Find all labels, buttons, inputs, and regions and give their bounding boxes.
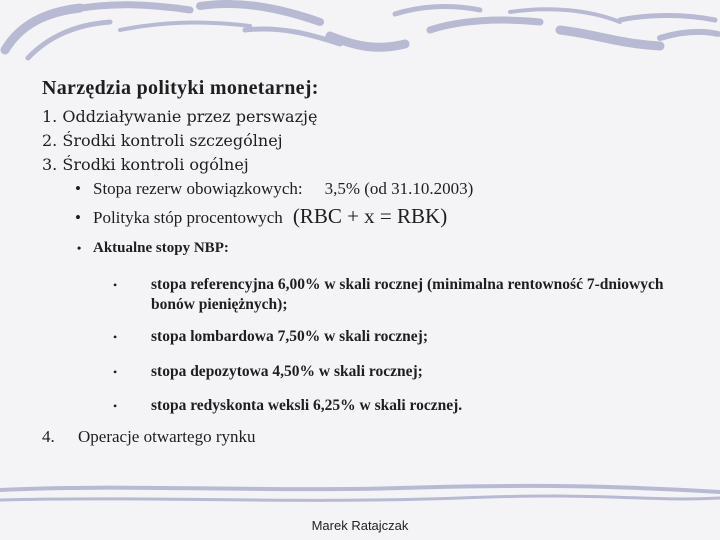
bullet-glyph: • bbox=[113, 278, 118, 292]
bullet-glyph: • bbox=[75, 208, 81, 227]
footer-author: Marek Ratajczak bbox=[311, 518, 409, 533]
list-item-number: 4. bbox=[42, 427, 55, 446]
reserve-rate-value: 3,5% (od 31.10.2003) bbox=[324, 179, 474, 198]
rate-deposit: • stopa depozytowa 4,50% w skali rocznej; bbox=[113, 363, 423, 380]
bullet-glyph: • bbox=[77, 241, 82, 255]
list-item-open-market bbox=[42, 427, 255, 447]
reserve-rate-label: Stopa rezerw obowiązkowych: bbox=[93, 179, 303, 198]
bullet-reserve-rate bbox=[75, 179, 473, 199]
rate-reference: • stopa referencyjna 6,00% w skali rocznej (minimalna rentowność 7-dniowych bonów pieniężnych); bbox=[113, 276, 664, 313]
list-item-general-control: 3. Środki kontroli ogólnej bbox=[42, 155, 249, 174]
list-item-label: Operacje otwartego rynku bbox=[78, 427, 256, 446]
bullet-glyph: • bbox=[113, 330, 118, 344]
list-item-persuasion: 1. Oddziaływanie przez perswazję bbox=[42, 107, 318, 126]
list-item-specific-control: 2. Środki kontroli szczególnej bbox=[42, 131, 283, 150]
interest-policy-label: Polityka stóp procentowych bbox=[93, 208, 283, 227]
rate-rediscount: • stopa redyskonta weksli 6,25% w skali rocznej. bbox=[113, 397, 463, 414]
rate-lombard: • stopa lombardowa 7,50% w skali rocznej; bbox=[113, 328, 428, 345]
slide-title: Narzędzia polityki monetarnej: bbox=[42, 77, 319, 99]
bullet-glyph: • bbox=[113, 399, 118, 413]
interest-policy-formula: (RBC + x = RBK) bbox=[292, 204, 448, 228]
nbp-rates-heading: • Aktualne stopy NBP: bbox=[77, 240, 229, 256]
bullet-glyph: • bbox=[75, 179, 81, 198]
bullet-interest-policy bbox=[75, 204, 447, 229]
bullet-glyph: • bbox=[113, 365, 118, 379]
